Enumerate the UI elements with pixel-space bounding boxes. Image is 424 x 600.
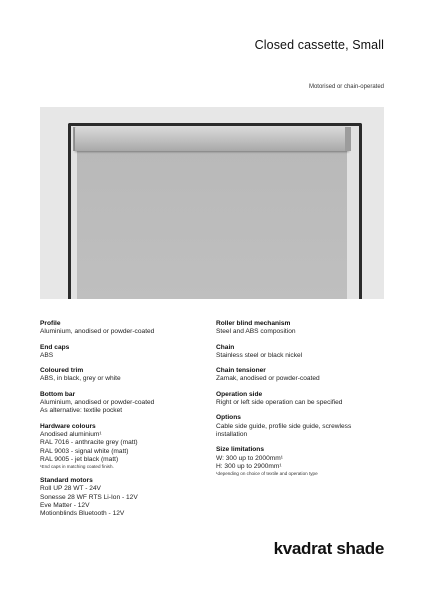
spec-line: Cable side guide, profile side guide, screwless xyxy=(216,422,352,430)
spec-bottom-bar xyxy=(40,391,200,416)
spec-title: Roller blind mechanism xyxy=(216,320,291,327)
spec-hardware-colours xyxy=(40,423,200,470)
page-title: Closed cassette, Small xyxy=(254,38,384,52)
cassette-profile xyxy=(75,127,349,151)
spec-line: RAL 7016 - anthracite grey (matt) xyxy=(40,439,138,447)
spec-footnote: ¹End caps in matching coated finish. xyxy=(40,464,114,470)
cassette-end-cap-right xyxy=(345,127,351,151)
spec-line: ABS xyxy=(40,351,54,359)
spec-line: Aluminium, anodised or powder-coated xyxy=(40,328,155,336)
spec-line: installation xyxy=(216,430,248,438)
spec-options xyxy=(216,414,391,439)
spec-title: Options xyxy=(216,414,241,422)
spec-line: Roll UP 28 WT - 24V xyxy=(40,485,101,493)
spec-line: Anodised aluminium¹ xyxy=(40,430,102,438)
spec-line: ABS, in black, grey or white xyxy=(40,375,121,383)
spec-line: Zamak, anodised or powder-coated xyxy=(216,375,320,383)
spec-title: Standard motors xyxy=(40,477,93,485)
page-subtitle: Motorised or chain-operated xyxy=(308,84,384,90)
spec-column-left xyxy=(40,320,200,526)
spec-chain xyxy=(216,344,391,361)
spec-footnote: ¹depending on choice of textile and operation type xyxy=(216,471,318,477)
spec-title: End caps xyxy=(40,343,70,351)
brand-logo: kvadrat shade xyxy=(273,539,384,558)
spec-size-limitations xyxy=(216,446,391,477)
spec-title: Hardware colours xyxy=(40,422,96,430)
spec-operation-side xyxy=(216,391,391,408)
spec-title: Bottom bar xyxy=(40,390,76,398)
blind-fabric xyxy=(77,151,347,299)
spec-profile xyxy=(40,320,200,337)
spec-line: RAL 9005 - jet black (matt) xyxy=(40,455,119,463)
spec-line: H: 300 up to 2900mm¹ xyxy=(216,462,282,470)
spec-line: Steel and ABS composition xyxy=(216,328,296,336)
spec-line: Motionblinds Bluetooth - 12V xyxy=(40,510,125,518)
spec-chain-tensioner xyxy=(216,367,391,384)
spec-line: Right or left side operation can be specified xyxy=(216,399,343,407)
spec-roller-blind-mechanism xyxy=(216,320,391,337)
spec-title: Operation side xyxy=(216,390,263,398)
spec-line: Stainless steel or black nickel xyxy=(216,351,303,359)
product-photo xyxy=(40,107,384,299)
spec-standard-motors xyxy=(40,477,200,518)
spec-title: Profile xyxy=(40,320,61,327)
spec-line: As alternative: textile pocket xyxy=(40,407,123,415)
spec-column-right xyxy=(216,320,391,484)
spec-title: Coloured trim xyxy=(40,367,84,375)
spec-line: Eve Matter - 12V xyxy=(40,502,90,510)
spec-title: Chain xyxy=(216,343,235,351)
spec-end-caps xyxy=(40,344,200,361)
spec-line: W: 300 up to 2000mm¹ xyxy=(216,454,283,462)
spec-line: Sonesse 28 WF RTS Li-Ion - 12V xyxy=(40,493,138,501)
spec-line: Aluminium, anodised or powder-coated xyxy=(40,399,155,407)
spec-coloured-trim xyxy=(40,367,200,384)
spec-title: Chain tensioner xyxy=(216,367,266,375)
spec-line: RAL 9003 - signal white (matt) xyxy=(40,447,129,455)
spec-title: Size limitations xyxy=(216,446,264,454)
